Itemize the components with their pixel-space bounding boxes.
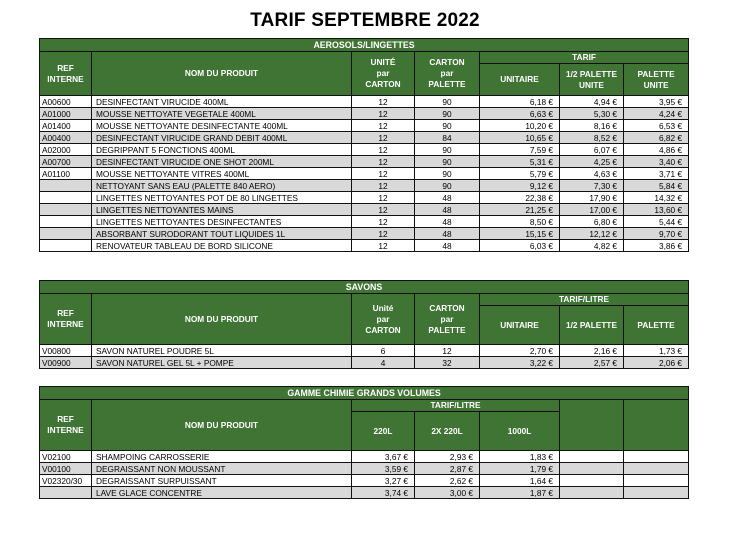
palette-price-cell: 14,32 € xyxy=(624,192,689,204)
unitaire-price-cell: 6,03 € xyxy=(480,240,560,252)
table-row xyxy=(40,475,689,487)
table-row xyxy=(40,463,689,475)
table-row xyxy=(40,180,689,192)
carton-cell: 32 xyxy=(415,357,480,369)
demi-palette-price-cell: 4,63 € xyxy=(560,168,624,180)
palette-price-cell: 5,44 € xyxy=(624,216,689,228)
product-name-cell: MOUSSE NETTOYANTE DESINFECTANTE 400ML xyxy=(92,120,352,132)
unitaire-price-cell: 6,63 € xyxy=(480,108,560,120)
tarif-header: TARIF xyxy=(480,52,689,64)
palette-price-cell: 9,70 € xyxy=(624,228,689,240)
table-row xyxy=(40,204,689,216)
col-carton-header: CARTON par PALETTE xyxy=(415,52,480,96)
ref-cell xyxy=(40,240,92,252)
palette-price-cell: 3,95 € xyxy=(624,96,689,108)
carton-cell: 90 xyxy=(415,96,480,108)
product-name-cell: LINGETTES NETTOYANTES POT DE 80 LINGETTES xyxy=(92,192,352,204)
col-unite-header: UNITÉ par CARTON xyxy=(352,52,415,96)
savons-table xyxy=(39,280,689,369)
demi-palette-price-cell: 6,07 € xyxy=(560,144,624,156)
col-ref-header: REF INTERNE xyxy=(40,52,92,96)
ref-cell xyxy=(40,192,92,204)
palette-price-cell: 3,86 € xyxy=(624,240,689,252)
carton-cell: 48 xyxy=(415,204,480,216)
demi-palette-price-cell: 7,30 € xyxy=(560,180,624,192)
empty-cell xyxy=(560,487,624,499)
price-220l-cell: 3,27 € xyxy=(352,475,415,487)
price-1000l-cell: 1,83 € xyxy=(480,451,560,463)
table-row xyxy=(40,228,689,240)
col-unitaire-header: UNITAIRE xyxy=(480,64,560,96)
unitaire-price-cell: 7,59 € xyxy=(480,144,560,156)
ref-cell: A02000 xyxy=(40,144,92,156)
palette-price-cell: 13,60 € xyxy=(624,204,689,216)
unitaire-price-cell: 21,25 € xyxy=(480,204,560,216)
price-2x220l-cell: 2,93 € xyxy=(415,451,480,463)
table-row xyxy=(40,96,689,108)
ref-cell xyxy=(40,216,92,228)
demi-palette-price-cell: 8,52 € xyxy=(560,132,624,144)
ref-cell: A01000 xyxy=(40,108,92,120)
product-name-cell: MOUSSE NETTOYANTE VITRES 400ML xyxy=(92,168,352,180)
unitaire-price-cell: 9,12 € xyxy=(480,180,560,192)
table-row xyxy=(40,357,689,369)
demi-palette-price-cell: 17,00 € xyxy=(560,204,624,216)
product-name-cell: SHAMPOING CARROSSERIE xyxy=(92,451,352,463)
col-palette-header: PALETTE UNITE xyxy=(624,64,689,96)
unitaire-price-cell: 2,70 € xyxy=(480,345,560,357)
price-2x220l-cell: 2,62 € xyxy=(415,475,480,487)
carton-cell: 90 xyxy=(415,120,480,132)
unite-cell: 4 xyxy=(352,357,415,369)
section-title: AEROSOLS/LINGETTES xyxy=(40,39,689,52)
ref-cell: A00400 xyxy=(40,132,92,144)
palette-price-cell: 4,86 € xyxy=(624,144,689,156)
demi-palette-price-cell: 4,94 € xyxy=(560,96,624,108)
palette-price-cell: 3,71 € xyxy=(624,168,689,180)
empty-cell xyxy=(624,475,689,487)
tarif-header: TARIF/LITRE xyxy=(352,400,560,412)
carton-cell: 90 xyxy=(415,156,480,168)
ref-cell: V00100 xyxy=(40,463,92,475)
carton-cell: 90 xyxy=(415,180,480,192)
unite-cell: 6 xyxy=(352,345,415,357)
section-title: GAMME CHIMIE GRANDS VOLUMES xyxy=(40,387,689,400)
unitaire-price-cell: 5,79 € xyxy=(480,168,560,180)
palette-price-cell: 3,40 € xyxy=(624,156,689,168)
price-1000l-cell: 1,79 € xyxy=(480,463,560,475)
col-2x220l-header: 2X 220L xyxy=(415,412,480,451)
table-row xyxy=(40,156,689,168)
product-name-cell: DESINFECTANT VIRUCIDE GRAND DEBIT 400ML xyxy=(92,132,352,144)
carton-cell: 48 xyxy=(415,240,480,252)
col-name-header: NOM DU PRODUIT xyxy=(92,400,352,451)
col-carton-header: CARTON par PALETTE xyxy=(415,294,480,345)
unite-cell: 12 xyxy=(352,144,415,156)
demi-palette-price-cell: 17,90 € xyxy=(560,192,624,204)
empty-cell xyxy=(624,487,689,499)
unitaire-price-cell: 8,50 € xyxy=(480,216,560,228)
demi-palette-price-cell: 12,12 € xyxy=(560,228,624,240)
table-row xyxy=(40,144,689,156)
unitaire-price-cell: 22,38 € xyxy=(480,192,560,204)
ref-cell xyxy=(40,204,92,216)
unite-cell: 12 xyxy=(352,228,415,240)
product-name-cell: MOUSSE NETTOYATE VEGETALE 400ML xyxy=(92,108,352,120)
chimie-table xyxy=(39,386,689,499)
price-1000l-cell: 1,87 € xyxy=(480,487,560,499)
carton-cell: 90 xyxy=(415,168,480,180)
unite-cell: 12 xyxy=(352,156,415,168)
ref-cell xyxy=(40,180,92,192)
product-name-cell: LAVE GLACE CONCENTRE xyxy=(92,487,352,499)
price-220l-cell: 3,67 € xyxy=(352,451,415,463)
page-title: TARIF SEPTEMBRE 2022 xyxy=(250,10,480,31)
ref-cell: V00800 xyxy=(40,345,92,357)
palette-price-cell: 1,73 € xyxy=(624,345,689,357)
ref-cell xyxy=(40,487,92,499)
carton-cell: 90 xyxy=(415,144,480,156)
unitaire-price-cell: 6,18 € xyxy=(480,96,560,108)
tarif-header: TARIF/LITRE xyxy=(480,294,689,306)
product-name-cell: SAVON NATUREL POUDRE 5L xyxy=(92,345,352,357)
table-row xyxy=(40,108,689,120)
unite-cell: 12 xyxy=(352,96,415,108)
col-demi-palette-header: 1/2 PALETTE xyxy=(560,306,624,345)
empty-cell xyxy=(560,451,624,463)
palette-price-cell: 2,06 € xyxy=(624,357,689,369)
palette-price-cell: 6,53 € xyxy=(624,120,689,132)
price-220l-cell: 3,74 € xyxy=(352,487,415,499)
table-row xyxy=(40,451,689,463)
palette-price-cell: 6,82 € xyxy=(624,132,689,144)
carton-cell: 84 xyxy=(415,132,480,144)
product-name-cell: LINGETTES NETTOYANTES DESINFECTANTES xyxy=(92,216,352,228)
table-row xyxy=(40,192,689,204)
col-name-header: NOM DU PRODUIT xyxy=(92,52,352,96)
col-palette-header: PALETTE xyxy=(624,306,689,345)
unite-cell: 12 xyxy=(352,204,415,216)
empty-cell xyxy=(624,463,689,475)
col-ref-header: REF INTERNE xyxy=(40,294,92,345)
price-2x220l-cell: 3,00 € xyxy=(415,487,480,499)
col-demi-palette-header: 1/2 PALETTE UNITE xyxy=(560,64,624,96)
table-row xyxy=(40,120,689,132)
carton-cell: 48 xyxy=(415,192,480,204)
unitaire-price-cell: 10,65 € xyxy=(480,132,560,144)
unite-cell: 12 xyxy=(352,240,415,252)
product-name-cell: DESINFECTANT VIRUCIDE ONE SHOT 200ML xyxy=(92,156,352,168)
ref-cell: V02100 xyxy=(40,451,92,463)
demi-palette-price-cell: 6,80 € xyxy=(560,216,624,228)
empty-cell xyxy=(560,475,624,487)
carton-cell: 48 xyxy=(415,228,480,240)
demi-palette-price-cell: 5,30 € xyxy=(560,108,624,120)
unitaire-price-cell: 15,15 € xyxy=(480,228,560,240)
demi-palette-price-cell: 2,57 € xyxy=(560,357,624,369)
product-name-cell: SAVON NATUREL GEL 5L + POMPE xyxy=(92,357,352,369)
table-row xyxy=(40,216,689,228)
col-ref-header: REF INTERNE xyxy=(40,400,92,451)
unitaire-price-cell: 3,22 € xyxy=(480,357,560,369)
ref-cell: A00700 xyxy=(40,156,92,168)
product-name-cell: RENOVATEUR TABLEAU DE BORD SILICONE xyxy=(92,240,352,252)
price-2x220l-cell: 2,87 € xyxy=(415,463,480,475)
carton-cell: 90 xyxy=(415,108,480,120)
product-name-cell: DEGRAISSANT NON MOUSSANT xyxy=(92,463,352,475)
col-220l-header: 220L xyxy=(352,412,415,451)
col-unitaire-header: UNITAIRE xyxy=(480,306,560,345)
demi-palette-price-cell: 4,82 € xyxy=(560,240,624,252)
aerosols-table xyxy=(39,38,689,252)
section-title: SAVONS xyxy=(40,281,689,294)
ref-cell: A01100 xyxy=(40,168,92,180)
product-name-cell: NETTOYANT SANS EAU (PALETTE 840 AERO) xyxy=(92,180,352,192)
col-name-header: NOM DU PRODUIT xyxy=(92,294,352,345)
unite-cell: 12 xyxy=(352,108,415,120)
table-row xyxy=(40,168,689,180)
ref-cell: V00900 xyxy=(40,357,92,369)
product-name-cell: LINGETTES NETTOYANTES MAINS xyxy=(92,204,352,216)
carton-cell: 12 xyxy=(415,345,480,357)
unite-cell: 12 xyxy=(352,216,415,228)
price-1000l-cell: 1,64 € xyxy=(480,475,560,487)
price-220l-cell: 3,59 € xyxy=(352,463,415,475)
palette-price-cell: 5,84 € xyxy=(624,180,689,192)
unite-cell: 12 xyxy=(352,120,415,132)
unitaire-price-cell: 5,31 € xyxy=(480,156,560,168)
demi-palette-price-cell: 8,16 € xyxy=(560,120,624,132)
demi-palette-price-cell: 4,25 € xyxy=(560,156,624,168)
table-row xyxy=(40,132,689,144)
table-row xyxy=(40,240,689,252)
product-name-cell: DESINFECTANT VIRUCIDE 400ML xyxy=(92,96,352,108)
unitaire-price-cell: 10,20 € xyxy=(480,120,560,132)
ref-cell xyxy=(40,228,92,240)
carton-cell: 48 xyxy=(415,216,480,228)
unite-cell: 12 xyxy=(352,168,415,180)
product-name-cell: DEGRIPPANT 5 FONCTIONS 400ML xyxy=(92,144,352,156)
empty-cell xyxy=(624,451,689,463)
table-row xyxy=(40,487,689,499)
col-unite-header: Unité par CARTON xyxy=(352,294,415,345)
unite-cell: 12 xyxy=(352,132,415,144)
blank-header-cell xyxy=(560,400,624,451)
table-row xyxy=(40,345,689,357)
unite-cell: 12 xyxy=(352,192,415,204)
ref-cell: A01400 xyxy=(40,120,92,132)
ref-cell: A00600 xyxy=(40,96,92,108)
product-name-cell: DEGRAISSANT SURPUISSANT xyxy=(92,475,352,487)
demi-palette-price-cell: 2,16 € xyxy=(560,345,624,357)
product-name-cell: ABSORBANT SURODORANT TOUT LIQUIDES 1L xyxy=(92,228,352,240)
ref-cell: V02320/30 xyxy=(40,475,92,487)
unite-cell: 12 xyxy=(352,180,415,192)
col-1000l-header: 1000L xyxy=(480,412,560,451)
blank-header-cell xyxy=(624,400,689,451)
palette-price-cell: 4,24 € xyxy=(624,108,689,120)
empty-cell xyxy=(560,463,624,475)
